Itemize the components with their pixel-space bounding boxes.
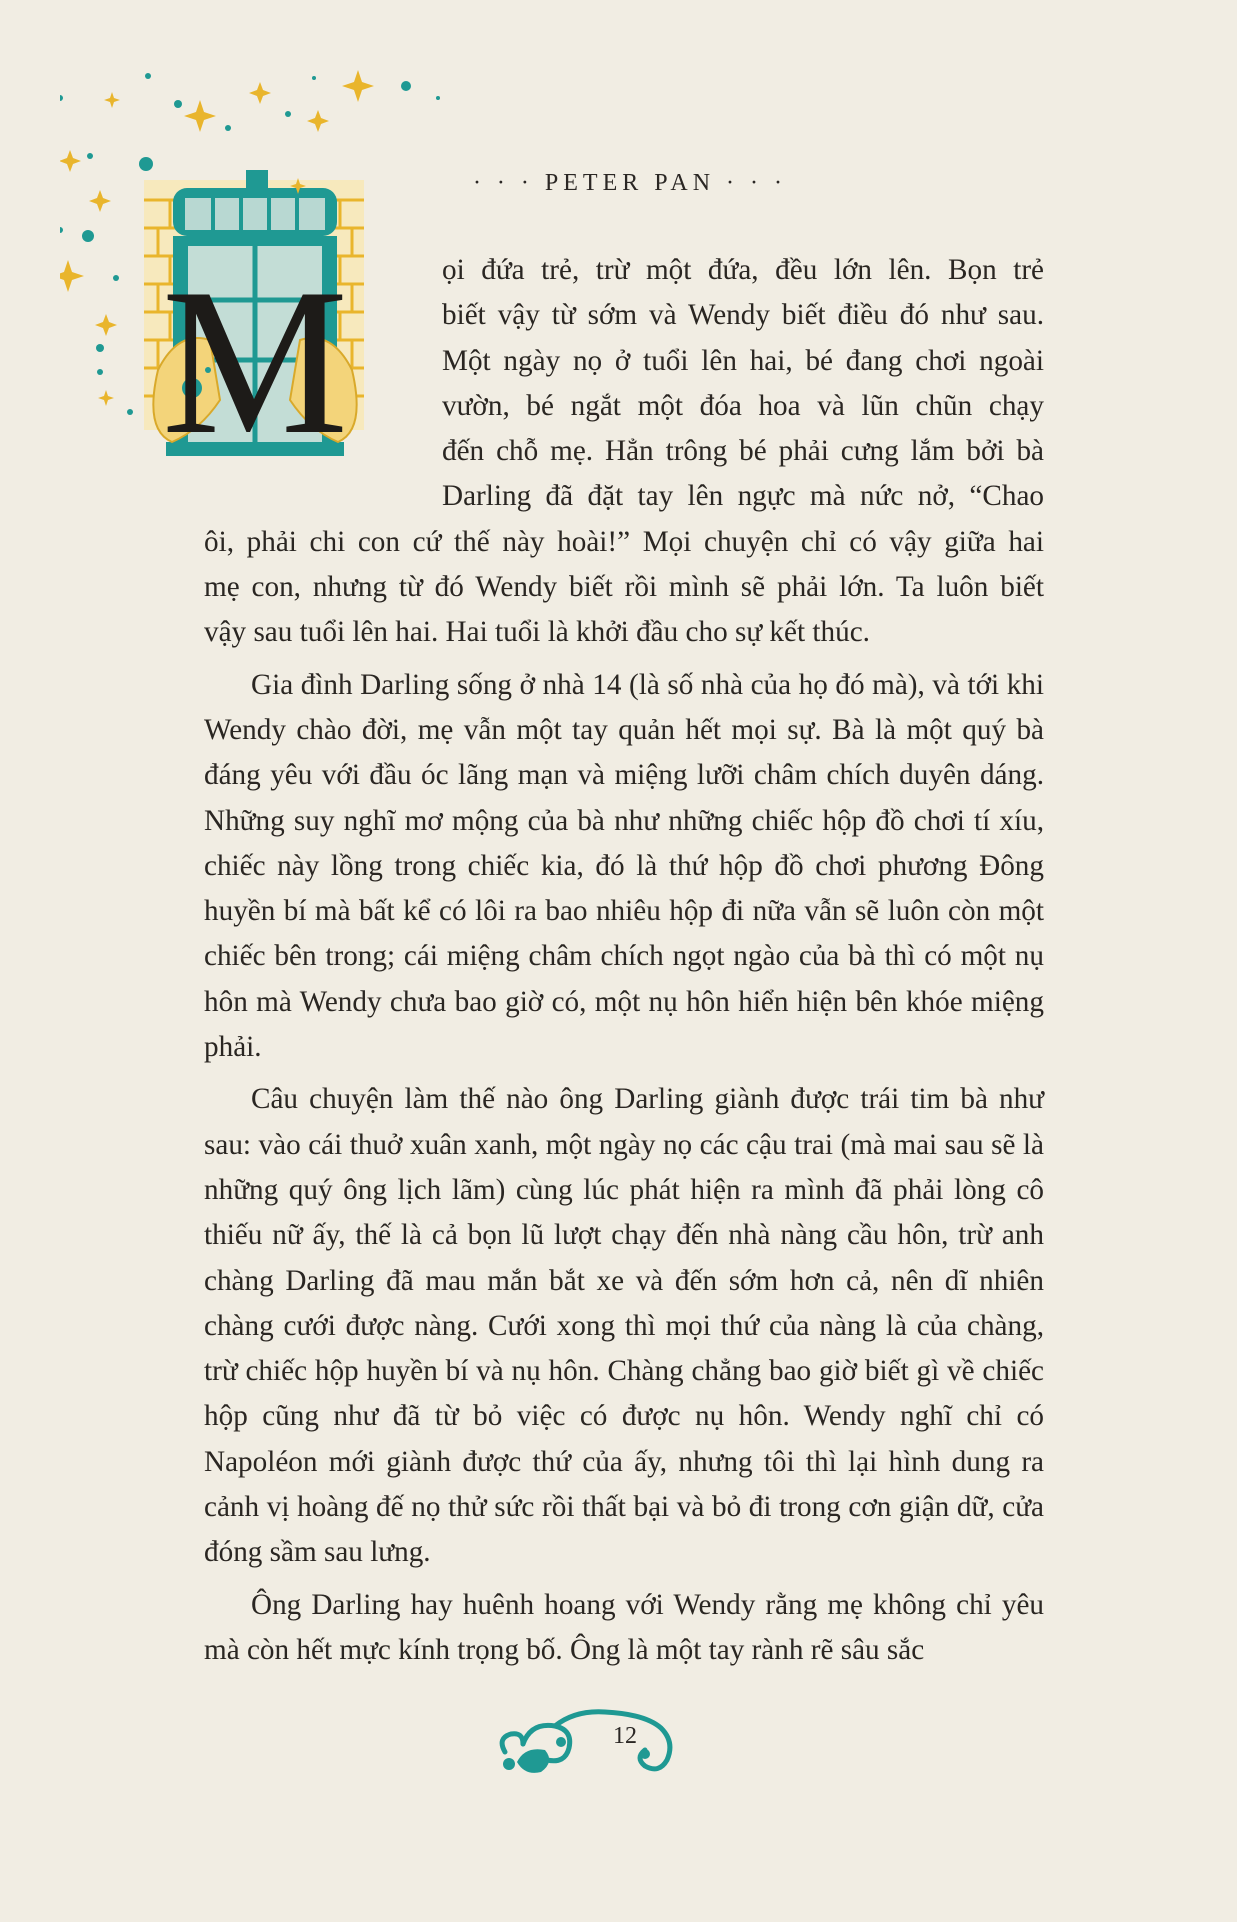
- text-line: ọi đứa trẻ, trừ một đứa, đều lớn lên. Bọn trẻ: [442, 254, 1044, 286]
- paragraph-1: [204, 248, 1044, 656]
- text-line: ôi, phải chi con cứ thế này hoài!” Mọi chuyện chỉ có vậy giữa hai: [204, 525, 1044, 558]
- paragraph-2: Gia đình Darling sống ở nhà 14 (là số nhà của họ đó mà), và tới khi Wendy chào đời, mẹ vẫn một tay quản hết mọi sự. Bà là một quý bà đáng yêu với đầu óc lãng mạn và miệng lưỡi châm chích duyên dáng. Những suy nghĩ mơ mộng của bà như những chiếc hộp đồ chơi tí xíu, chiếc này lồng trong chiếc kia, đó là thứ hộp đồ chơi phương Đông huyền bí mà bất kể có lôi ra bao nhiêu hộp đi nữa vẫn sẽ luôn còn một chiếc bên trong; cái miệng châm chích ngọt ngào của bà thì có một nụ hôn mà Wendy chưa bao giờ có, một nụ hôn hiển hiện bên khóe miệng phải.: [204, 668, 1044, 1064]
- paragraph-3: Câu chuyện làm thế nào ông Darling giành được trái tim bà như sau: vào cái thuở xuân xanh, một ngày nọ các cậu trai (mà mai sau sẽ là những quý ông lịch lãm) cùng lúc phát hiện ra mình đã phải lòng cô thiếu nữ ấy, thế là cả bọn lũ lượt chạy đến nhà nàng cầu hôn, trừ anh chàng Darling đã mau mắn bắt xe và đến sớm hơn cả, nên dĩ nhiên chàng cưới được nàng. Cưới xong thì mọi thứ của nàng là của chàng, trừ chiếc hộp huyền bí và nụ hôn. Chàng chẳng bao giờ biết gì về chiếc hộp cũng như đã từ bỏ việc có được nụ hôn. Wendy nghĩ chỉ có Napoléon mới giành được thứ của ấy, nhưng tôi thì lại hình dung ra cảnh vị hoàng đế nọ thử sức rồi thất bại và bỏ đi trong cơn giận dữ, cửa đóng sầm sau lưng.: [204, 1083, 1044, 1569]
- text-line: vậy sau tuổi lên hai. Hai tuổi là khởi đầu cho sự kết thúc.: [204, 616, 870, 649]
- text-line: Darling đã đặt tay lên ngực mà nức nở, “Chao: [442, 480, 1044, 513]
- running-title: · · · PETER PAN · · ·: [472, 170, 788, 196]
- text-line: mẹ con, nhưng từ đó Wendy biết rồi mình sẽ phải lớn. Ta luôn biết: [204, 571, 1044, 604]
- body-text: [204, 248, 1044, 1680]
- text-line: đến chỗ mẹ. Hẳn trông bé phải cưng lắm bởi bà: [442, 435, 1044, 468]
- text-line: biết vậy từ sớm và Wendy biết điều đó như sau.: [442, 299, 1044, 332]
- dropcap-letter: M: [161, 246, 349, 478]
- text-line: Một ngày nọ ở tuổi lên hai, bé đang chơi ngoài: [442, 344, 1044, 377]
- text-line: vườn, bé ngắt một đóa hoa và lũn chũn chạy: [442, 389, 1044, 422]
- page-number: 12: [613, 1723, 637, 1749]
- paragraph-4: Ông Darling hay huênh hoang với Wendy rằng mẹ không chỉ yêu mà còn hết mực kính trọng bố. Ông là một tay rành rẽ sâu sắc: [204, 1588, 1044, 1666]
